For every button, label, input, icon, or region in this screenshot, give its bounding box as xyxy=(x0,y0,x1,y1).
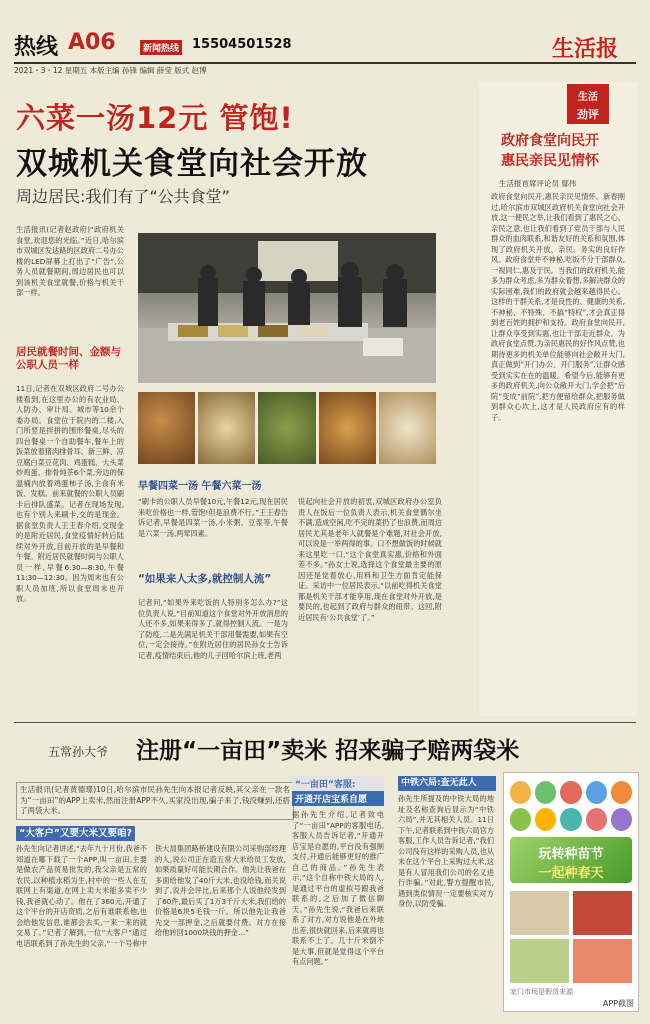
food-photo xyxy=(198,392,255,464)
second-headline: 注册“一亩田”卖米 招来骗子赔两袋米 xyxy=(136,738,520,764)
hotline-label: 新闻热线 xyxy=(140,40,182,55)
second-column-3: 孙先生所提及的中铁大局的地址及名称查询后显示为“中铁六局”,并无其相关人员。11日下午,记者联系到中铁六局官方客服,工作人员告诉记者,“我们公司没有这样的采购人员,也从未在这个平台上采购过大米,这是有人冒用我们公司的名义进行诈骗。”对此,警方提醒市民,遇到类似情况一定要核实对方身份,以防受骗。 xyxy=(398,794,494,908)
app-icon-grid xyxy=(510,781,632,831)
photo-caption: 早餐四菜一汤 午餐六菜一汤 xyxy=(138,481,262,492)
category-icon xyxy=(560,808,581,831)
category-icon xyxy=(510,808,531,831)
food-photo xyxy=(258,392,315,464)
app-screenshot xyxy=(503,772,639,1012)
hotline-number: 15504501528 xyxy=(192,37,292,52)
canteen-photo-illustration xyxy=(138,233,436,383)
category-icon xyxy=(611,808,632,831)
date-line: 2021・3・12 星期五 本版主编 孙锋 编辑 薛莹 版式 赵博 xyxy=(14,66,207,75)
app-product-grid xyxy=(510,891,632,983)
lead-column-2b: 记者问,“如果外来吃饭的人特别多怎么办?”这位负责人说,“目前知道这个食堂对外开放消息的人还不多,如果来得多了,就得控制人流。一是为了防疫,二是先满足机关干部用餐需要,如果有空位,一定会接待。”在附近居住的居民孙女士告诉记者,疫情结束后,他的儿子回哈尔滨上班,老两 xyxy=(138,598,288,660)
food-photos xyxy=(138,392,436,464)
lead-subhead: 周边居民:我们有了“公共食堂” xyxy=(16,187,230,206)
masthead-rule xyxy=(14,62,636,64)
lead-column-1: 11日,记者在双城区政府二号办公楼看到,在这里办公的有农业局、人防办、审计局、城市等10余个委办局。食堂位于院内的二楼,入门所竖是拌拼的围形餐桌,尽头的四台餐桌一个自助餐车,餐车上的饭菜放着猪肉排骨耳、新三鲜、凉豆腐白菜豆花肉、鸡蛋糕、大头菜炒鸡蛋、排骨炖茶6个菜,旁边的保温桶内放着鸡蛋柿子汤,主食有米饭、发糕。前来就餐的公职人员刷卡后排队盛菜。记者在现场发现,也有个别人来刷卡,交的是现金。据食堂负责人王王春介绍,交现金的是附近居民,食堂疫情好转后陆续对外开放,目前开放的是早餐和午餐。附近居民就餐时间与公职人员一样,早餐6:30—8:30,午餐11:30—12:30。因为周末也有公职人员加班,所以食堂周末也开放。 xyxy=(16,384,124,603)
lead-subheading-2: “如果来人太多,就控制人流” xyxy=(138,573,272,585)
section-name: 热线 xyxy=(14,35,59,60)
commentary-box xyxy=(479,82,637,716)
commentary-title-2: 惠民亲民见情怀 xyxy=(501,153,599,169)
commentary-title-1: 政府食堂向民开 xyxy=(501,133,599,149)
food-photo xyxy=(138,392,195,464)
product-tile[interactable] xyxy=(573,891,632,935)
commentary-body: 政府食堂向民开,惠民亲民见情怀。新春刚过,哈尔滨市双城区政府机关食堂向社会开放,这一便民之举,让我们看到了惠民之心、亲民之意,也让我们看到了党员干部与人民群众的血肉联系,和谐友好的关系和氛围,体现了政府机关开放、亲民、务实的良好作风。政府食堂并不神秘,吃饭不分干部群众,一视同仁,惠及于民。当我们的政府机关,能多为群众考虑,多为群众着想,多解决群众的实际困难,我们的政府就会越来越得民心。这样的干群关系,才是良性的、健康的关系,不神秘、不特殊、不搞“特权”,才会真正得到老百姓的拥护和支持。政府食堂向民开,让群众享受到实惠,也让干部走近群众。为政府食堂点赞,为亲民惠民的好作风点赞,也期待更多的机关单位能够向社会敞开大门,真正做到“开门办公、开门服务”,让群众感受到实实在在的温暖。希望今后,能够有更多的政府机关,向公众敞开大门,学会把“后院”变成“前院”,把方便留给群众,把服务做到群众心坎上,这才是人民政府应有的样子。 xyxy=(491,192,625,422)
category-icon xyxy=(510,781,531,804)
page-number: A06 xyxy=(68,30,116,55)
second-intro: 生活报讯(记者黄德璟)10日,哈尔滨市民孙先生向本报记者反映,其父亲在一款名为“一亩田”的APP上卖米,然而注册APP不久,买家没出现,骗子来了,钱没赚到,还搭了两袋大米。 xyxy=(16,782,294,820)
lead-kicker: 六菜一汤12元 管饱! xyxy=(16,101,294,135)
commentary-tag-top: 生活 xyxy=(578,92,598,103)
lead-headline: 双城机关食堂向社会开放 xyxy=(16,146,368,182)
lead-subheading-1: 居民就餐时间、金额与公职人员一样 xyxy=(16,346,121,371)
second-subheading-1: “大客户”又要大米又要咱? xyxy=(16,826,135,841)
second-column-2: 据孙先生介绍,记者致电了“一亩田”APP的客服电话,客服人员告诉记者,“开通开店宝是自愿的,平台没有强制支付,开通后能够更好的推广自己的商品。”孙先生表示,“这个自称中铁大局的人,是通过平台的虚拟号跟我爸联系的,之后加了微信聊天。”孙先生说,“我爸后来联系了对方,对方说他是在外地出差,很快就回来,后来就再也联系不上了。几十斤米倒不是大事,但就是觉得这个平台有点问题。” xyxy=(292,810,384,966)
category-icon xyxy=(560,781,581,804)
second-col2-header xyxy=(292,776,384,804)
food-photo xyxy=(379,392,436,464)
banner-line-2: 一起种春天 xyxy=(538,866,604,881)
lead-column-3: 说起向社会开放的初衷,双城区政府办公室负责人在饭后一位负责人表示,机关食堂偶尔坐不满,造成空闲,吃不完的菜扔了也浪费,而周边居民尤其是老年人就餐是个难题,对社会开放,可以说是一举两得的事。口不想做饭的时候就来这里吃一口,“这个食堂真实惠,价格和外面差不多。”孙女士说,选择这个食堂最主要的原因还是觉着放心,用料和卫生方面肯定能保证。采访中一位居民表示,“以前吃得机关食堂都是机关干部才能享用,现在食堂对外开放,是要民的,也起到了政府与群众的纽带。这回,附近居民有‘公共食堂’了。” xyxy=(298,497,442,622)
second-kicker: 五常孙大爷 xyxy=(48,745,109,759)
commentary-tag xyxy=(567,84,609,124)
lead-intro: 生活报讯(记者赵政府)“政府机关食堂,欢迎您的光临。”近日,哈尔滨市双城区发达路的区政府二号办公楼的LED屏幕上打出了“广告”,公务人员就餐期间,周边居民也可以到该机关食堂就餐,价格与机关干部一样。 xyxy=(16,225,124,297)
newspaper-logo: 生活报 xyxy=(552,36,619,62)
second-col2-sub: 开通开店宝系自愿 xyxy=(292,791,384,806)
second-col2-kicker: “一亩田”客服: xyxy=(295,780,356,790)
banner-line-1: 玩转种苗节 xyxy=(538,847,604,862)
app-bottom-caption: 家门市场是假货来源 xyxy=(510,988,573,996)
canteen-photo xyxy=(138,233,436,383)
category-icon xyxy=(611,781,632,804)
food-photo xyxy=(319,392,376,464)
category-icon xyxy=(586,808,607,831)
app-promo-banner[interactable] xyxy=(510,837,632,883)
section-divider xyxy=(14,722,636,723)
product-tile[interactable] xyxy=(510,891,569,935)
commentary-byline: 生活报首席评论员 鄢伟 xyxy=(499,179,577,188)
product-tile[interactable] xyxy=(510,939,569,983)
category-icon xyxy=(535,808,556,831)
commentary-tag-bottom: 劲评 xyxy=(577,108,599,121)
masthead xyxy=(0,0,650,75)
category-icon xyxy=(535,781,556,804)
second-subheading-3: 中铁六局:查无此人 xyxy=(398,776,496,791)
app-caption: APP截图 xyxy=(602,999,634,1008)
category-icon xyxy=(586,781,607,804)
second-column-1: 孙先生向记者讲述,“去年九十月份,我爸不知道在哪下载了一个APP,叫一亩田,主要是做农产品贸易批发的,我父亲是五常的农民,以种植水稻为生,村中的一些人在互联网上有渠道,在网上卖大米能多卖不少钱,我爸就心动了。他在了360元,开通了这个平台的开店资质,之后有谁联系他,也会给他发信息,谁都会去买,一来一来的就交易了。”记者了解到,一位“大客户”通过电话联系到了孙先生的父亲,“一个号称中铁大局集团路桥建设有限公司采购部经理的人,说公司正在造五常大米给员工发放,如果质量好可能长期合作。他先让我爸在多面给他发了40斤大米,也没给钱,而关说到了,说并会评比,后来那个人说他经发到了60件,最后买了1万3千斤大米,我们给的价格是6块5毛钱一斤。所以他先让我爸先交一部押金,之后就要付费。对方在接给他转回1000块钱的押金…” xyxy=(16,844,286,948)
product-tile[interactable] xyxy=(573,939,632,983)
lead-column-2: “刷卡的公职人员早餐10元,午餐12元,现在居民来吃价格也一样,管饱!但是浪费不行。”王王春告诉记者,早餐是四菜一汤,小米粥、豆浆等,午餐是六菜一汤,两荤四素。 xyxy=(138,497,288,538)
